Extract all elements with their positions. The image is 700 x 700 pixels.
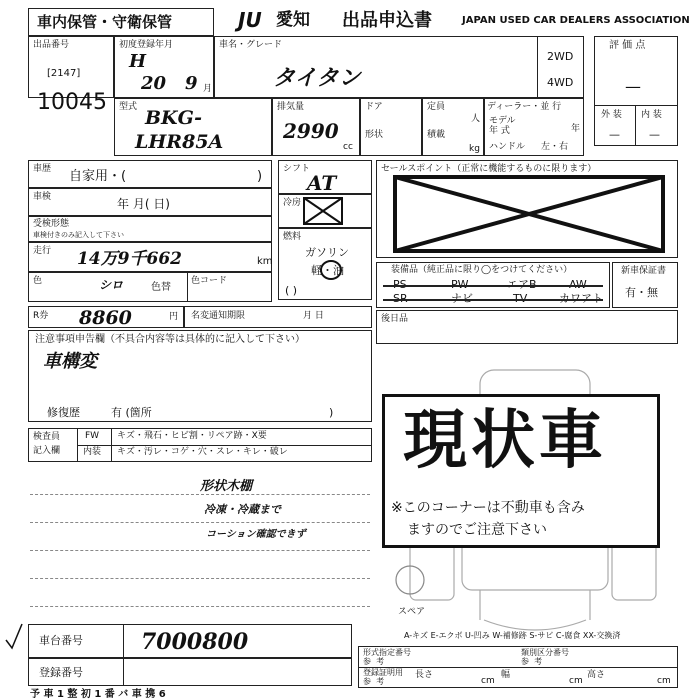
inspector-fw: FW — [85, 431, 100, 441]
inspector-label: 検査員 記入欄 — [33, 432, 61, 456]
warranty-box — [612, 262, 678, 308]
equipment-box — [376, 262, 610, 308]
notes-value: 車構変 — [43, 351, 97, 372]
handwritten-2: 冷凍・冷蔵まで — [204, 503, 281, 516]
drive-divider — [537, 37, 538, 97]
aircon-crossed-box — [303, 197, 343, 225]
equip-sr: SR — [393, 292, 408, 305]
warranty-value: 有・無 — [625, 286, 658, 299]
inspector-row-divider — [77, 445, 371, 446]
sales-point-label: セールスポイント（正常に機能するものに限ります） — [381, 164, 597, 174]
cert-height-unit: cm — [657, 676, 671, 686]
disp-value: 2990 — [283, 119, 339, 143]
condition-stamp — [382, 394, 660, 548]
lot-number: 10045 — [37, 90, 107, 115]
interior-value: — — [649, 128, 660, 141]
fuel-light: 軽・油 — [311, 264, 344, 277]
inspector-fw-items: キズ・飛石・ヒビ割・リペア跡・X要 — [117, 431, 267, 441]
shape-label: 形状 — [365, 130, 384, 140]
chassis-label: 車台番号 — [39, 634, 83, 647]
mileage-label: 走行 — [33, 246, 52, 256]
equip-navi: ナビ — [451, 292, 473, 305]
check-mark-icon — [4, 622, 24, 652]
cert-box — [358, 646, 678, 688]
score-col-divider — [635, 105, 636, 145]
aircon-box — [278, 194, 372, 228]
receive-label: 受検形態 — [33, 219, 70, 229]
fuel-label: 燃料 — [283, 232, 302, 242]
door-label: ドア — [365, 102, 383, 112]
handle-options: 左・右 — [541, 142, 569, 152]
history-close: ) — [257, 169, 263, 184]
score-box — [594, 36, 678, 146]
model-box — [114, 98, 272, 156]
ju-logo: JU — [238, 8, 262, 32]
year-unit: 年 — [571, 124, 581, 134]
equipment-grid — [383, 279, 603, 305]
lot-box — [28, 36, 114, 115]
fuel-paren: ( ) — [285, 284, 298, 297]
fuel-gasoline: ガソリン — [305, 246, 349, 259]
repair-value: 有 (箇所 — [111, 406, 152, 419]
notes-label: 注意事項申告欄（不具合内容等は具体的に記入して下さい） — [35, 334, 305, 345]
capacity-label: 定員 — [427, 102, 446, 112]
load-unit: kg — [469, 144, 480, 154]
disp-unit: cc — [343, 142, 353, 152]
notice-label: 名変通知期限 — [191, 311, 246, 321]
color-label: 色 — [33, 276, 43, 286]
cert-width: 幅 — [501, 670, 511, 680]
equip-strike-2 — [383, 299, 603, 301]
chassis-divider — [123, 625, 124, 657]
reg-label: 初度登録年月 — [119, 40, 174, 50]
fuel-box — [278, 228, 372, 300]
repair-close: ) — [329, 406, 334, 419]
stamp-note-2: ますのでご注意下さい — [407, 522, 547, 538]
handwritten-1: 形状木棚 — [200, 479, 253, 494]
shift-label: シフト — [283, 164, 311, 174]
color-change-label: 色替 — [151, 282, 171, 293]
mileage-box — [28, 242, 272, 272]
score-divider — [595, 105, 677, 106]
receive-note: 車検付きのみ記入して下さい — [33, 231, 124, 239]
door-box — [360, 98, 422, 156]
car-box — [214, 36, 584, 98]
model-label: 型式 — [119, 102, 138, 112]
notice-box — [184, 306, 372, 328]
reg-box — [114, 36, 214, 98]
reg-month-unit: 月 — [203, 84, 213, 94]
org-name: 愛知 — [276, 10, 310, 30]
disp-box — [272, 98, 360, 156]
equip-pw: PW — [451, 278, 469, 291]
sales-point-crossed-box — [393, 175, 665, 253]
chassis-value: 7000800 — [141, 629, 249, 655]
cert-row-divider — [359, 667, 677, 668]
note-line-4 — [30, 578, 370, 579]
reg-era: H — [129, 51, 147, 72]
dealer-box — [484, 98, 584, 156]
notes-box — [28, 330, 372, 422]
note-line-3 — [30, 550, 370, 551]
later-items-box — [376, 310, 678, 344]
recycle-value: 8860 — [79, 307, 132, 329]
interior-label: 内 装 — [641, 110, 662, 120]
assoc-name: JAPAN USED CAR DEALERS ASSOCIATION — [462, 15, 690, 26]
score-label: 評 価 点 — [609, 40, 646, 51]
capacity-box — [422, 98, 484, 156]
equip-leather: カワアト — [559, 292, 603, 305]
score-value: — — [625, 77, 641, 96]
equip-aw: AW — [569, 278, 587, 291]
receive-box — [28, 216, 272, 242]
shaken-ymd: 年 月( 日) — [117, 197, 170, 211]
fuel-circle-mark — [319, 259, 343, 281]
capacity-unit: 人 — [471, 114, 481, 124]
shaken-label: 車検 — [33, 192, 52, 202]
plate-divider — [123, 659, 124, 685]
cert-reg-label: 登録証明用 参 考 — [363, 668, 403, 686]
inspector-in-items: キズ・汚レ・コゲ・穴・スレ・キレ・破レ — [117, 447, 288, 457]
color-code-label: 色コード — [191, 276, 228, 286]
exterior-value: — — [609, 128, 620, 141]
sales-point-box — [376, 160, 678, 258]
history-box — [28, 160, 272, 188]
lot-sub: [2147] — [47, 68, 81, 79]
model-year-label: モデル 年 式 — [489, 116, 516, 136]
cert-length: 長さ — [415, 670, 434, 680]
later-items-label: 後日品 — [381, 314, 409, 324]
mileage-value: 14万9千662 — [77, 249, 182, 269]
mileage-unit: km — [257, 256, 273, 267]
color-box — [28, 272, 272, 302]
note-line-1 — [30, 494, 370, 495]
aircon-label: 冷房 — [283, 198, 302, 208]
chassis-box — [28, 624, 352, 658]
stamp-note-1: ※このコーナーは不動車も含み — [391, 500, 585, 516]
color-value: シロ — [99, 278, 124, 292]
damage-legend: A-キズ E-エクボ U-凹み W-補修跡 S-サビ C-腐食 XX-交換済 — [404, 631, 621, 640]
history-value: 自家用・( — [69, 169, 127, 184]
shift-box — [278, 160, 372, 194]
load-label: 積載 — [427, 130, 446, 140]
storage-label-box — [28, 8, 214, 36]
model-line2: LHR85A — [135, 131, 224, 153]
equipment-label: 装備品（純正品に限り◯をつけてください） — [391, 265, 573, 275]
cert-width-unit: cm — [569, 676, 583, 686]
recycle-label: R券 — [33, 311, 49, 321]
car-label: 車名・グレード — [219, 40, 283, 50]
equip-strike-1 — [383, 285, 603, 287]
cert-length-unit: cm — [481, 676, 495, 686]
inspector-box — [28, 428, 372, 462]
cert-height: 高さ — [587, 670, 606, 680]
equip-airbag: エアB — [507, 278, 537, 291]
inspector-in: 内装 — [83, 447, 102, 457]
repair-label: 修復歴 — [47, 406, 80, 419]
drive-2wd: 2WD — [547, 50, 574, 63]
disp-label: 排気量 — [277, 102, 305, 112]
cert-class-label: 類別区分番号 参 考 — [521, 648, 569, 666]
plate-box — [28, 658, 352, 686]
history-label: 車歴 — [33, 164, 52, 174]
dealer-label: ディーラー・並 行 — [487, 102, 562, 112]
shaken-box — [28, 188, 272, 216]
handwritten-3: コーション確認できず — [206, 529, 306, 540]
recycle-box — [28, 306, 184, 328]
handle-label: ハンドル — [489, 142, 526, 152]
cert-form-label: 形式指定番号 参 考 — [363, 648, 411, 666]
shift-value: AT — [307, 171, 337, 195]
note-line-5 — [30, 606, 370, 607]
notice-ymd: 月 日 — [303, 311, 324, 321]
reg-month: 9 — [185, 73, 198, 94]
model-line1: BKG- — [145, 107, 203, 129]
equip-ps: PS — [393, 278, 407, 291]
recycle-unit: 円 — [169, 312, 179, 322]
color-divider — [187, 273, 188, 301]
exterior-label: 外 装 — [601, 110, 622, 120]
stamp-title: 現状車 — [403, 404, 607, 478]
equip-tv: TV — [513, 292, 528, 305]
plate-label: 登録番号 — [39, 666, 83, 679]
drive-4wd: 4WD — [547, 76, 574, 89]
car-name: タイタン — [273, 65, 361, 91]
note-line-2 — [30, 522, 370, 523]
lot-label: 出品番号 — [33, 40, 70, 50]
storage-label: 車内保管・守衛保管 — [37, 13, 173, 31]
warranty-label: 新車保証書 — [621, 266, 667, 276]
form-title: 出品申込書 — [342, 10, 432, 31]
bottom-row: 予 車 1 整 初 1 番 バ 車 携 6 — [30, 689, 166, 700]
spare-label: スペア — [398, 607, 426, 617]
reg-year: 20 — [141, 73, 167, 94]
